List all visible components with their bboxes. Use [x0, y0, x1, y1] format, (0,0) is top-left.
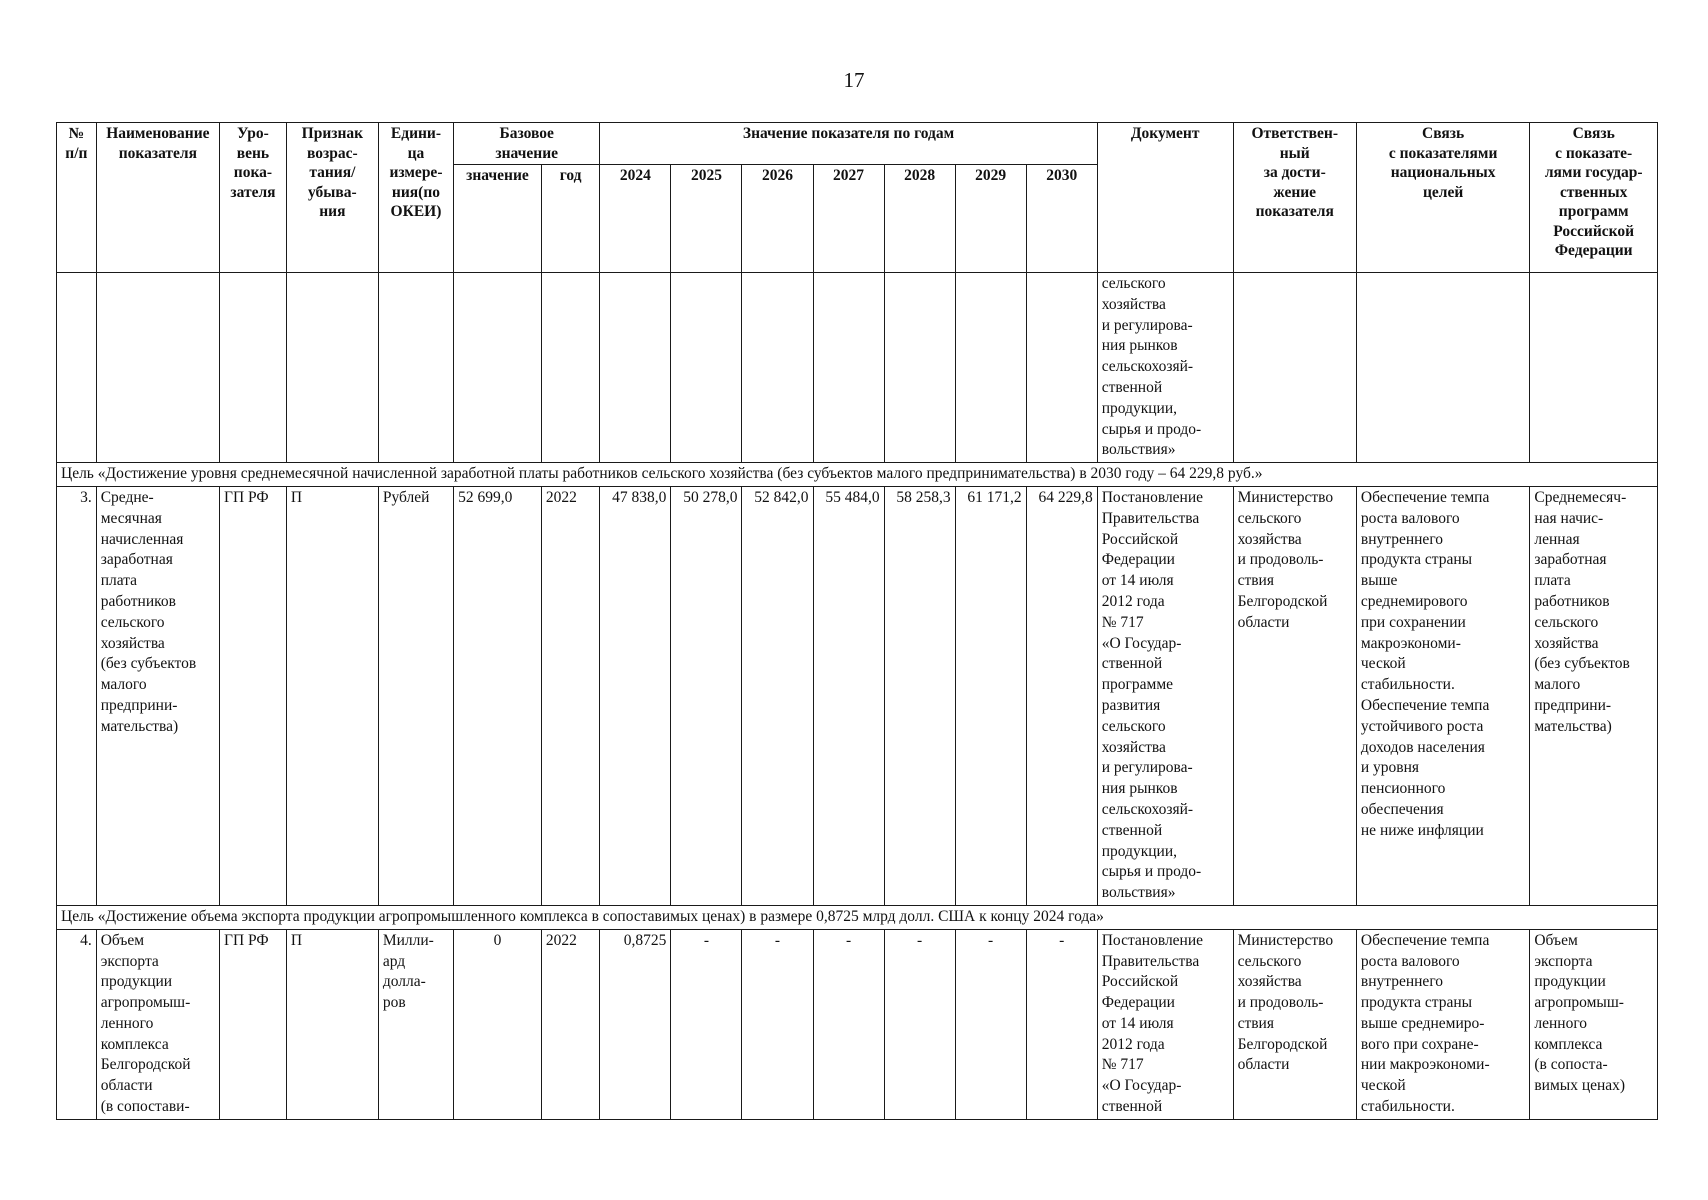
cell-base-value: 0 [454, 929, 542, 1119]
cell-year-value: 58 258,3 [884, 486, 955, 905]
cell-trend: П [286, 486, 378, 905]
cell-year-value: 47 838,0 [600, 486, 671, 905]
col-header-unit: Едини- ца измере- ния(по ОКЕИ) [378, 123, 453, 273]
cell-year-value: 52 842,0 [742, 486, 813, 905]
cell-name: Объем экспорта продукции агропромыш- ленного комплекса Белгородской области (в сопостави- [96, 929, 219, 1119]
cell-level: ГП РФ [220, 486, 287, 905]
col-header-year: 2027 [813, 165, 884, 273]
goal-text: Цель «Достижение уровня среднемесячной начисленной заработной платы работников сельского хозяйства (без субъектов малого предпринимательства) в 2030 году – 64 229,8 руб.» [57, 463, 1658, 487]
cell-no: 4. [57, 929, 97, 1119]
cell-responsible: Министерство сельского хозяйства и продоволь- ствия Белгородской области [1233, 929, 1356, 1119]
col-header-document: Документ [1097, 123, 1233, 273]
cell-year-value: 0,8725 [600, 929, 671, 1119]
cell-year-value: 55 484,0 [813, 486, 884, 905]
col-header-responsible: Ответствен- ный за дости- жение показателя [1233, 123, 1356, 273]
cell-year-value: - [671, 929, 742, 1119]
col-header-year: 2029 [955, 165, 1026, 273]
cell-national-goals: Обеспечение темпа роста валового внутреннего продукта страны выше среднемирового при сохранении макроэкономи- ческой стабильности. Обеспечение темпа устойчивого роста доходов населения и уровня пенсионного обеспечения не ниже инфляции [1356, 486, 1529, 905]
col-header-year: 2025 [671, 165, 742, 273]
col-header-base-value: значение [454, 165, 542, 273]
col-header-base-year: год [541, 165, 600, 273]
goal-row [57, 905, 1658, 929]
cell-unit: Милли- ард долла- ров [378, 929, 453, 1119]
cell-document: Постановление Правительства Российской Федерации от 14 июля 2012 года № 717 «О Государ- ственной программе развития сельского хозяйства и регулирова- ния рынков сельскохозяй- ственной продукции, сырья и продо- вольствия» [1097, 486, 1233, 905]
cell-document: Постановление Правительства Российской Федерации от 14 июля 2012 года № 717 «О Государ- ственной [1097, 929, 1233, 1119]
col-header-year: 2028 [884, 165, 955, 273]
goal-text: Цель «Достижение объема экспорта продукции агропромышленного комплекса в сопоставимых ценах) в размере 0,8725 млрд долл. США к концу 2024 года» [57, 905, 1658, 929]
cell-base-value: 52 699,0 [454, 486, 542, 905]
col-header-national-goals: Связь с показателями национальных целей [1356, 123, 1529, 273]
col-header-year: 2024 [600, 165, 671, 273]
goal-row [57, 463, 1658, 487]
cell-year-value: - [1026, 929, 1097, 1119]
cell-national-goals: Обеспечение темпа роста валового внутреннего продукта страны выше среднемиро- вого при сохране- нии макроэкономи- ческой стабильности. [1356, 929, 1529, 1119]
col-header-years-group: Значение показателя по годам [600, 123, 1097, 165]
cell-year-value: - [742, 929, 813, 1119]
table-row-continuation [57, 273, 1658, 463]
col-header-no: № п/п [57, 123, 97, 273]
page-number: 17 [843, 68, 865, 92]
col-header-base: Базовое значение [454, 123, 600, 165]
col-header-trend: Признак возрас- тания/ убыва- ния [286, 123, 378, 273]
cell-name: Средне- месячная начисленная заработная плата работников сельского хозяйства (без субъектов малого предприни- мательства) [96, 486, 219, 905]
col-header-name: Наименование показателя [96, 123, 219, 273]
cell-base-year: 2022 [541, 929, 600, 1119]
cell-base-year: 2022 [541, 486, 600, 905]
cell-responsible: Министерство сельского хозяйства и продоволь- ствия Белгородской области [1233, 486, 1356, 905]
cell-year-value: 61 171,2 [955, 486, 1026, 905]
cell-no: 3. [57, 486, 97, 905]
col-header-year: 2026 [742, 165, 813, 273]
table-row [57, 929, 1658, 1119]
cell-trend: П [286, 929, 378, 1119]
col-header-state-programs: Связь с показате- лями государ- ственных программ Российской Федерации [1530, 123, 1658, 273]
cell-level: ГП РФ [220, 929, 287, 1119]
cell-year-value: 64 229,8 [1026, 486, 1097, 905]
cell-state-programs: Среднемесяч- ная начис- ленная заработная плата работников сельского хозяйства (без субъектов малого предприни- мательства) [1530, 486, 1658, 905]
cell-document: сельского хозяйства и регулирова- ния рынков сельскохозяй- ственной продукции, сырья и продо- вольствия» [1097, 273, 1233, 463]
cell-year-value: - [813, 929, 884, 1119]
cell-year-value: - [955, 929, 1026, 1119]
cell-year-value: 50 278,0 [671, 486, 742, 905]
cell-state-programs: Объем экспорта продукции агропромыш- ленного комплекса (в сопоста- вимых ценах) [1530, 929, 1658, 1119]
col-header-year: 2030 [1026, 165, 1097, 273]
col-header-level: Уро- вень пока- зателя [220, 123, 287, 273]
table-row [57, 486, 1658, 905]
indicator-table [56, 122, 1658, 1120]
cell-year-value: - [884, 929, 955, 1119]
header-row-1 [57, 123, 1658, 165]
cell-unit: Рублей [378, 486, 453, 905]
